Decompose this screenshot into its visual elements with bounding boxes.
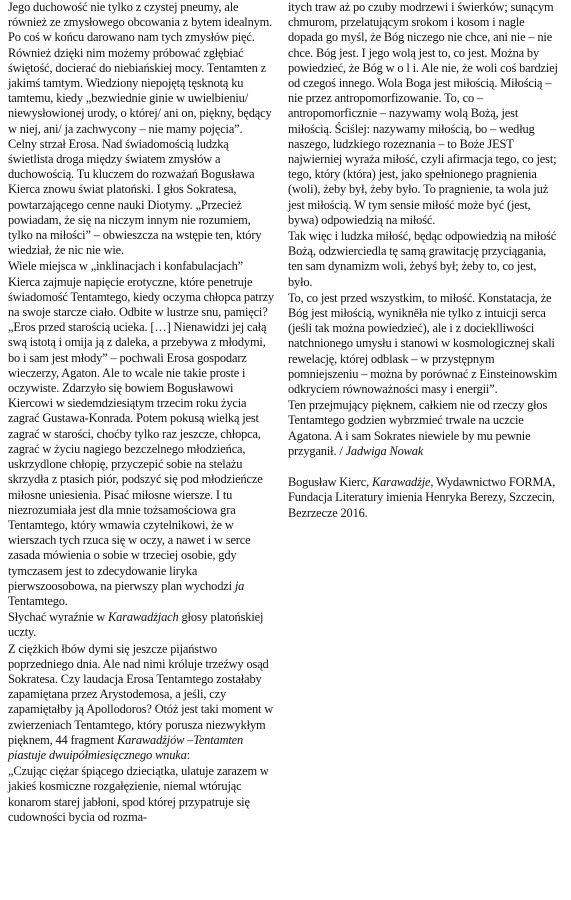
italic-text: Jadwiga Nowak	[345, 443, 424, 458]
text-run: Z ciężkich łbów dymi się jeszcze pijaństwo poprzedniego dnia. Ale nad nimi króluje trzeźwy osąd Sokratesa. Czy laudacja Erosa Tentamtego zostałaby zapamiętana przez Arystodemosa, a jeśli, czy zapamiętałby ją Apollodoros? Otóż jest taki moment w zwierzeniach Tentamtego, który porusza niezwykłym pięknem, 44 fragment	[8, 641, 274, 747]
italic-text: ja	[234, 578, 245, 593]
text-run: „Czując ciężar śpiącego dzieciątka, ulatuje zarazem w jakieś kosmiczne rozgałęzienie, niemal wtórując konarom starej jabłoni, spod której przypatruje się cudowności bycia od rozma-	[8, 764, 269, 824]
text-run: To, co jest przed wszystkim, to miłość. Konstatacja, że Bóg jest miłością, wynikněła nie tylko z intuicji serca (jeśli tak można powiedzieć), ale i z docieklliwości natchnionego umysłu i stanowi w kosmologicznej skali rewelację, której odblask – w przystępnym pomniejszeniu – można by porównać z Einsteinowskim odkryciem równoważności masy i energii”.	[288, 290, 558, 397]
paragraph	[8, 259, 274, 609]
text-run: Tak więc i ludzka miłość, będąc odpowiedzią na miłość Bożą, odzwierciedla tę samą grawitację przyciągania, ten sam dynamizm woli, żebyś był; żeby to, co jest, było.	[288, 229, 557, 289]
text-run: Jego duchowość nie tylko z czystej pneumy, ale również ze zmysłowego obcowania z bytem idealnym. Po coś w końcu darowano nam tych zmysłów pięć. Również dzięki nim możemy próbować zgłębiać świętość, docierać do niebiańskiej mocy. Tentamten z jakimś tamtym. Wiedziony niepojętą tęsknotą ku tamtemu, kiedy „bezwiednie ginie w uwielbieniu/ niewysłowionej urody, o której/ ani on, piękny, będący w niej, ani/ ja zachwycony – nie mamy pojęcia”. Celny strzał Erosa. Nad świadomością ludzką świetlista droga między światem zmysłów a duchowością. Tu kluczem do rozważań Bogusława Kierca znowu świat platoński. I głos Sokratesa, powtarzającego cenne nauki Diotymy. „Przecież powiadam, że się na niczym innym nie rozumiem, tylko na miłości” – obwieszcza na wstępie ten, który wiedział, że nic nie wie.	[8, 0, 273, 258]
text-run: :	[186, 747, 190, 762]
text-run: Ten przejmujący pięknem, całkiem nie od rzeczy głos Tentamtego godzien wybrzmieć trwale na uczcie Agatona. A i sam Sokrates niewiele by mu pewnie przyganił. /	[288, 398, 548, 458]
paragraph	[288, 291, 561, 397]
paragraph-spacer	[288, 460, 561, 475]
text-run: Bogusław Kierc,	[288, 475, 372, 490]
paragraph	[8, 764, 274, 825]
paragraph	[8, 610, 274, 640]
text-run: głosy platońskiej uczty.	[8, 610, 264, 640]
paragraph	[8, 642, 274, 764]
text-run: , Wydawnictwo FORMA, Fundacja Literatury imienia Henryka Berezy, Szczecin, Bezrzecze 2016.	[288, 475, 556, 520]
text-run: Tentamtego.	[8, 593, 68, 608]
left-column	[8, 0, 274, 826]
italic-text: Karawadżje	[371, 475, 431, 490]
paragraph	[288, 475, 561, 521]
text-run: Słychać wyraźnie w	[8, 610, 109, 625]
paragraph	[8, 0, 274, 258]
italic-text: Karawadżjach	[108, 610, 179, 625]
text-run: itych traw aż po czuby modrzewi i świerków; sunącym chmurom, przelatującym srokom i kosom i nagle dopada go myśl, że Bóg niczego nie chce, ani nie – nie chce. Bóg jest. I jego wolą jest to, co jest. Można by powiedzieć, że Bóg w o l i. Ale nie, że woli coś bardziej od czegoś innego. Wola Boga jest miłością. Miłością – nie przez antropomorfizowanie. To, co – antropomorficznie – nazywamy wolą Bożą, jest miłością. Ściślej: nazywamy miłością, bo – według naszego, ludzkiego rozeznania – to Boże JEST najwierniej wyraża miłość, czyli afirmacja tego, co jest; tego, który (która) jest, jako spełnionego pragnienia (woli), żeby był, żeby było. To pragnienie, ta wola już jest miłością. W tym sensie miłość może być (jest, bywa) odpowiedzią na miłość.	[288, 0, 558, 227]
paragraph	[288, 229, 561, 290]
text-run: Wiele miejsca w „inklinacjach i konfabulacjach” Kierca zajmuje napięcie erotyczne, które penetruje świadomość Tentamtego, kiedy oczyma chłopca patrzy na swoje starcze ciało. Odbite w lustrze snu, pamięci? „Eros przed starością ucieka. […] Nienawidzi jej całą swą istotą i omija ją z daleka, a przebywa z młodymi, bo i sam jest młody” – pochwali Erosa gospodarz wieczerzy, Agaton. Ale to wcale nie takie proste i oczywiste. Zdarzyło się bowiem Bogusławowi Kiercowi w siedemdziesiątym trzecim roku życia zagrać Gustawa-Konrada. Potem pokusą wielką jest zagrać w starości, choćby tylko raz jeszcze, chłopca, zagrać w życiu nagiego bezczelnego młodzieńca, uskrzydlone chłopię, przyczepić sobie na stelażu skrzydła z ptasich piór, podszyć się pod młodzieńcze miłosne uniesienia. Pisać miłosne wiersze. I tu niezrozumiała jest dla mnie tożsamościowa gra Tentamtego, który wmawia czytelnikowi, że w wierszach tych rzuca się w oczy, a nawet i w serce zasada mówienia o sobie w trzeciej osobie, gdy tymczasem jest to zdecydowanie liryka pierwszoosobowa, na pierwszy plan wychodzi	[8, 259, 274, 593]
paragraph	[288, 398, 561, 459]
right-column	[288, 0, 561, 522]
paragraph	[288, 0, 561, 228]
italic-text: Karawadżjów –Tentamten piastuje dwuipółmiesięcznego wnuka	[8, 732, 244, 762]
